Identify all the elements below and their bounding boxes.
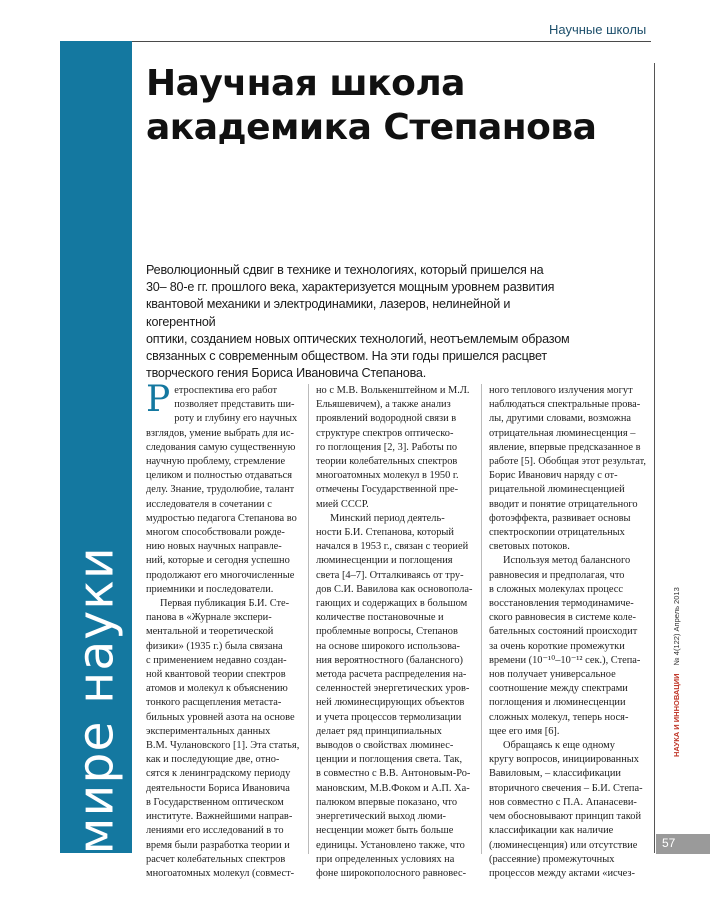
column-divider: [481, 384, 482, 854]
paragraph: етроспектива его работ позволяет представить ши- роту и глубину его научных взглядов, умение выбрать для ис- следования самую существенную научную проблему, стремление целиком и полностью отдаваться делу. Знание, трудолюбие, талант исследователя в сочетании с мудростью педагога Степанова во многом способствовали рожде- нию новых научных направле- ний, которые и сегодня успешно продолжают его многочисленные приемники и последователи.: [146, 385, 298, 595]
paragraph: ного теплового излучения могут наблюдаться спектральные прова- лы, другими словами, возможна отрицательная люминесценция – явление, впервые предсказанное в работе [5]. Обобщая этот результат, Борис Иванович наряду с от- рицательной люминесценцией вводит и понятие отрицательного фотоэффекта, развивает основы спектроскопии отрицательных световых потоков.: [489, 385, 646, 553]
paragraph: Первая публикация Б.И. Сте- панова в «Журнале экспери- ментальной и теоретической физики» (1935 г.) была связана с применением недавно создан- ной квантовой теории спектров атомов и молекул к объяснению тонкого расщепления метаста- бильных уровней азота на основе экспериментальных данных В.М. Чулановского [1]. Эта статья, как и последующие две, отно- сятся к ленинградскому периоду деятельности Бориса Ивановича в Государственном оптическом институте. Важнейшими направ- лениями его исследований в то время были разработка теории и расчет колебательных спектров многоатомных молекул (совмест-: [146, 598, 300, 879]
drop-cap: Р: [146, 379, 171, 420]
paragraph: Используя метод балансного равновесия и предполагая, что в сложных молекулах процесс восстановления термодинамиче- ского равновесия в системе коле- бательных состояний происходит за очень короткие промежутки времени (10⁻¹⁰–10⁻¹² сек.), Степа- нов получает универсальное соотношение между спектрами поглощения и люминесценции сложных молекул, теперь нося- щее его имя [6].: [489, 555, 641, 737]
journal-name: НАУКА И ИННОВАЦИИ: [672, 673, 681, 757]
article-title: Научная школа академика Степанова: [146, 63, 597, 148]
paragraph: но с М.В. Волькенштейном и М.Л. Ельяшевичем), а также анализ проявлений водородной связи в структуре спектров оптическо- го поглощения [2, 3]. Работы по теории колебательных спектров многоатомных молекул в 1950 г. отмечены Государственной пре- мией СССР.: [316, 385, 470, 510]
journal-imprint: [672, 587, 681, 757]
right-margin-rule: [654, 63, 655, 853]
paragraph: Обращаясь к еще одному кругу вопросов, инициированных Вавиловым, – классификации вторичного свечения – Б.И. Степа- нов совместно с П.А. Апанасеви- чем обосновывают принцип такой классификации как наличие (люминесценция) или отсутствие (рассеяние) промежуточных процессов между актами «исчез-: [489, 740, 643, 879]
article-lead: Революционный сдвиг в технике и технологиях, который пришелся на 30– 80-е гг. прошлого века, характеризуется мощным уровнем развития квантовой механики и электродинамики, лазеров, нелинейной и когерентной оптики, созданием новых оптических технологий, неотъемлемым образом связанных с современным обществом. На эти годы пришелся расцвет творческого гения Бориса Ивановича Степанова.: [146, 263, 570, 381]
side-band-title: В мире науки: [67, 546, 125, 906]
paragraph: Минский период деятель- ности Б.И. Степанова, который начался в 1953 г., связан с теорией люминесценции и поглощения света [4–7]. Отталкиваясь от тру- дов С.И. Вавилова как основопола- гающих и содержащих в большом количестве постановочные и проблемные вопросы, Степанов на основе широкого использова- ния вероятностного (балансного) метода расчета распределения на- селенностей энергетических уров- ней люминесцирующих объектов и учета процессов термолизации делает ряд принципиальных выводов о свойствах люминес- ценции и поглощения света. Так, в совместно с В.В. Антоновым-Ро- мановским, М.В.Фоком и А.П. Ха- палюком впервые показано, что энергетический выход люми- несценции может быть больше единицы. Установлено также, что при определенных условиях на фоне широкополосного равновес-: [316, 512, 473, 879]
text-column-2: [316, 384, 474, 881]
journal-issue: № 4(122) Апрель 2013: [672, 587, 681, 666]
section-label: Научные школы: [549, 22, 647, 37]
header-rule: [60, 41, 651, 42]
page-number: 57: [662, 836, 676, 850]
text-column-3: [489, 384, 647, 881]
column-divider: [308, 384, 309, 854]
text-column-1: [146, 379, 304, 881]
